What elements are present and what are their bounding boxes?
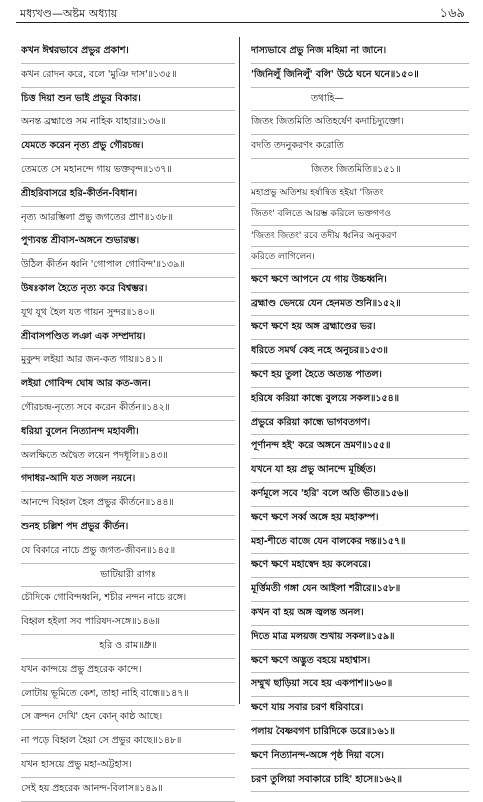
verse-line: শ্রীবাসপণ্ডিত লঞা এক সম্প্রদায়।	[21, 326, 235, 350]
verse-line: কখন রোদন করে, বলে 'মুঞি দাস'॥১৩৫॥	[21, 64, 235, 88]
verse-line: বদতি তদনুকরণং করোতি	[251, 135, 469, 159]
verse-line: চরণ তুলিয়া সবাকারে চাহি' হাসে॥১৬২॥	[251, 769, 469, 793]
verse-line: পুণ্যবন্ত শ্রীবাস-অঙ্গনে শুভারম্ভ।	[21, 230, 235, 254]
verse-line: পলায় বৈষ্ণবগণ চারিদিকে ডরে॥১৬১॥	[251, 721, 469, 745]
verse-line: মহা-শীতে বাজে যেন বালকের দন্ত॥১৫৭॥	[251, 531, 469, 555]
verse-line: মহাপ্রভু অতিশয় হর্ষান্বিত হইয়া 'জিতং	[251, 183, 469, 205]
verse-line: করিতে লাগিলেন।	[251, 247, 469, 269]
verse-line: শ্রীহরিবাসরে হরি-কীর্তন-বিধান।	[21, 183, 235, 207]
verse-line: 'জিনিলুঁ জিনিলুঁ' বলি' উঠে ঘনে ঘনে॥১৫০॥	[251, 64, 469, 88]
verse-line: বিহ্বল হইলা সব পারিষদ-সঙ্গে॥১৪৬॥	[21, 611, 235, 635]
verse-line: জিতং জিতমিতি॥১৫১॥	[251, 159, 469, 183]
verse-line: ভাটিয়ারী রাগঃ	[21, 564, 235, 588]
verse-line: তেমতে সে মহানন্দে গায় ভক্তবৃন্দ॥১৩৭॥	[21, 159, 235, 183]
verse-line: ক্ষণে ক্ষণে মহাস্বেদ হয় কলেবরে।	[251, 554, 469, 578]
verse-line: তথাহি—	[251, 88, 469, 112]
verse-line: ক্ষণে ক্ষণে সর্ব্ব অঙ্গে হয় মহাকম্প।	[251, 507, 469, 531]
verse-line: কর্ণমূলে সবে 'হরি' বলে অতি ভীত॥১৫৬॥	[251, 483, 469, 507]
verse-line: ব্রহ্মাণ্ড ভেদয়ে যেন হেনমত শুনি॥১৫২॥	[251, 293, 469, 317]
verse-line: মুকুন্দ লইয়া আর জন-কত গায়॥১৪১॥	[21, 349, 235, 373]
verse-line: 'জিতং জিতং' রবে তদীয় ধ্বনির অনুকরণ	[251, 226, 469, 248]
verse-line: হরি ও রাম॥ধ্রু॥	[21, 635, 235, 659]
verse-line: মূর্ত্তিমতী গঙ্গা যেন আইলা শরীরে॥১৫৮॥	[251, 578, 469, 602]
verse-line: সেই হয় প্রহরেক আনন্দ-বিলাস॥১৪৯॥	[21, 778, 235, 802]
page-header	[16, 0, 469, 24]
verse-line: যেমতে করেন নৃত্য প্রভু গৌরচন্দ্র।	[21, 135, 235, 159]
verse-line: যখন হাসয়ে প্রভু মহা-অট্টহাস।	[21, 754, 235, 778]
verse-line: ধরিয়া বুলেন নিত্যানন্দ মহাবলী।	[21, 421, 235, 445]
verse-line: কখন ঈশ্বরভাবে প্রভুর প্রকাশ।	[21, 40, 235, 64]
left-column	[21, 40, 235, 802]
verse-line: প্রভুরে করিয়া কান্ধে ভাগবতগণ।	[251, 412, 469, 436]
verse-line: আনন্দে বিহ্বল হৈল প্রভুর কীর্তনে॥১৪৪॥	[21, 492, 235, 516]
verse-line: যূথ যূথ হৈল যত গায়ন সুন্দর॥১৪০॥	[21, 302, 235, 326]
verse-line: লোটায় ভূমিতে কেশ, তাহা নাহি বান্ধে॥১৪৭॥	[21, 683, 235, 707]
verse-line: যখন কান্দয়ে প্রভু প্রহরেক কান্দে।	[21, 659, 235, 683]
verse-line: গৌরচন্দ্র-নৃত্যে সবে করেন কীর্তন॥১৪২॥	[21, 397, 235, 421]
verse-line: শুনহ চল্লিশ পদ প্রভুর কীর্তন।	[21, 516, 235, 540]
verse-line: ক্ষণে ক্ষণে অদ্ভুত বহয়ে মহাশ্বাস।	[251, 650, 469, 674]
verse-line: ক্ষণে নিত্যানন্দ-অঙ্গে পৃষ্ঠ দিয়া বসে।	[251, 745, 469, 769]
column-divider	[239, 37, 240, 704]
verse-line: অলক্ষিতে অদ্বৈত লয়েন পদধূলি॥১৪৩॥	[21, 445, 235, 469]
verse-line: সম্মুখ ছাড়িয়া সবে হয় একপাশ॥১৬০॥	[251, 673, 469, 697]
verse-line: ক্ষণে ক্ষণে হয় অঙ্গ ব্রহ্মাণ্ডের ভর।	[251, 316, 469, 340]
verse-line: উঠিল কীর্তন ধ্বনি 'গোপাল গোবিন্দ'॥১৩৯॥	[21, 254, 235, 278]
verse-line: যে বিকারে নাচে প্রভু জগত-জীবন॥১৪৫॥	[21, 540, 235, 564]
verse-line: দাস্যভাবে প্রভু নিজ মহিমা না জানে।	[251, 40, 469, 64]
verse-line: জিতং' বলিতে আরম্ভ করিলে ভক্তগণও	[251, 204, 469, 226]
verse-line: পূর্ণানন্দ হই' করে অঙ্গনে ভ্রমণ॥১৫৫॥	[251, 435, 469, 459]
page-number: ১৬৯	[439, 6, 465, 21]
verse-line: চৌদিকে গোবিন্দধ্বনি, শচীর নন্দন নাচে রঙ্গে।	[21, 587, 235, 611]
verse-line: দিতে মাত্র মলয়জ শুখায় সকল॥১৫৯॥	[251, 626, 469, 650]
running-title: মধ্যখণ্ড—অষ্টম অধ্যায়	[20, 7, 118, 20]
verse-line: যখনে যা হয় প্রভু আনন্দে মূর্চ্ছিত।	[251, 459, 469, 483]
verse-line: ক্ষণে যায় সবার চরণ ধরিবারে।	[251, 697, 469, 721]
verse-line: না পড়ে বিহ্বল হৈয়া সে প্রভুর কাছে॥১৪৮॥	[21, 730, 235, 754]
verse-line: উষঃকাল হৈতে নৃত্য করে বিশ্বম্ভর।	[21, 278, 235, 302]
verse-line: ক্ষণে ক্ষণে আপনে যে গায় উচ্চধ্বনি।	[251, 269, 469, 293]
verse-line: গদাধর-আদি যত সজল নয়নে।	[21, 468, 235, 492]
verse-line: চিত্ত দিয়া শুন ভাই প্রভুর বিকার।	[21, 88, 235, 112]
right-column	[251, 40, 469, 792]
verse-line: হরিষে করিয়া কান্ধে বুলয়ে সকল॥১৫৪॥	[251, 388, 469, 412]
verse-line: অনন্ত ব্রহ্মাণ্ডে সম নাহিক যাহার॥১৩৬॥	[21, 111, 235, 135]
header-rule	[16, 22, 469, 23]
verse-line: ক্ষণে হয় তুলা হৈতে অত্যন্ত পাতল।	[251, 364, 469, 388]
verse-line: কখন বা হয় অঙ্গ জ্বলন্ত অনল।	[251, 602, 469, 626]
verse-line: নৃত্য আরম্ভিলা প্রভু জগতের প্রাণ॥১৩৮॥	[21, 207, 235, 231]
verse-line: ধরিতে সমর্থ কেহ নহে অনুচর॥১৫৩॥	[251, 340, 469, 364]
verse-line: জিতং জিতমিতি অতিহর্ষেণ কদাচিদ্যুক্তো।	[251, 111, 469, 135]
verse-line: সে ক্রন্দন দেখি' হেন কোন্ কাষ্ঠ আছে।	[21, 706, 235, 730]
verse-line: লইয়া গোবিন্দ ঘোষ আর কত-জন।	[21, 373, 235, 397]
